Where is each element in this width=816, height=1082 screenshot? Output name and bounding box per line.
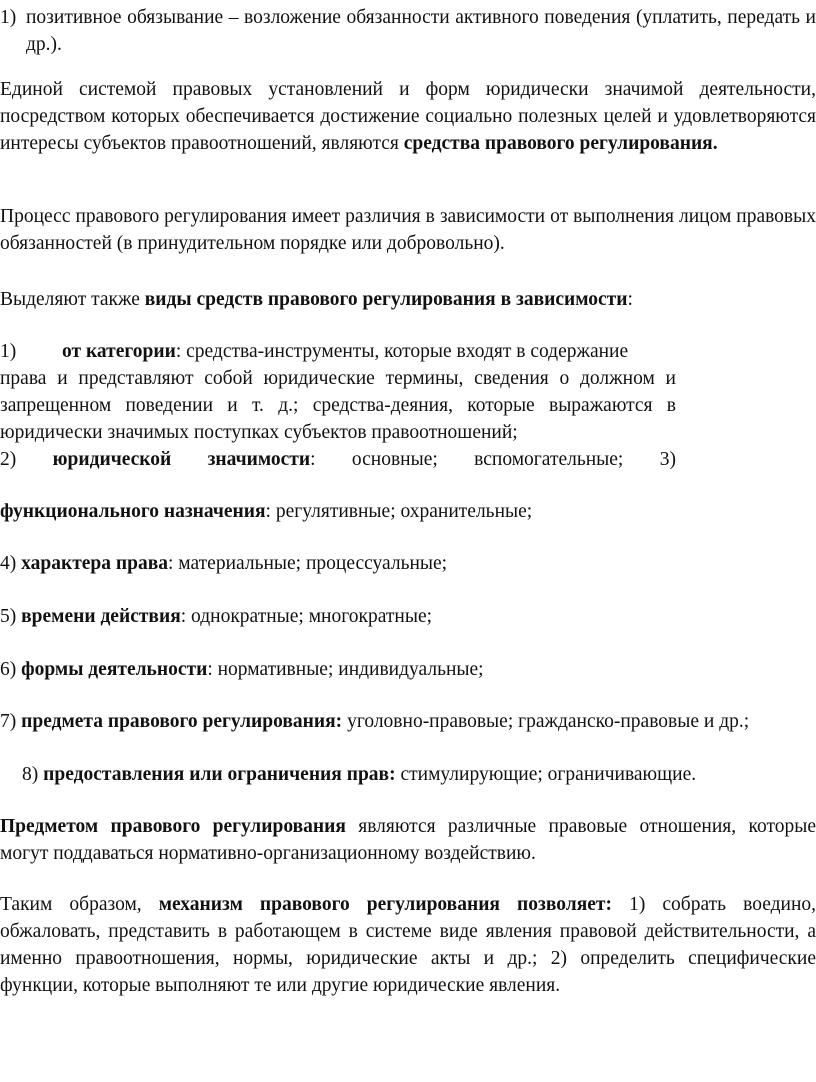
list-number: 4) bbox=[0, 553, 17, 574]
list-text: позитивное обязывание – возложение обязанности активного поведения (уплатить, передать и др.). bbox=[26, 7, 816, 55]
list-number: 2) bbox=[0, 449, 17, 470]
bold-term: времени действия bbox=[21, 606, 181, 627]
types-item-5: 5) времени действия: однократные; многократные; bbox=[0, 606, 433, 627]
bold-term: юридической bbox=[52, 449, 172, 470]
bold-term: виды средств правового регулирования в зависимости bbox=[144, 289, 628, 310]
list-text: права и представляют собой юридические термины, сведения о должном и запрещенном поведении и т. д.; средства-деяния, которые выражаются в юридически значимых поступках субъектов правоотношений; bbox=[0, 368, 676, 443]
list-number: 3) bbox=[659, 449, 676, 470]
types-item-2: 2) юридической значимости: основные; вспомогательные; 3) bbox=[0, 446, 676, 473]
list-number: 6) bbox=[0, 659, 17, 680]
bold-term: функционального назначения bbox=[0, 501, 266, 522]
paragraph-means: Единой системой правовых установлений и форм юридически значимой деятельности, посредством которых обеспечивается достижение социально полезных целей и удовлетворяются интересы субъектов правоотношений, являются средства правового регулирования. bbox=[0, 79, 816, 154]
bold-term: механизм правового регулирования позволяет: bbox=[158, 894, 612, 915]
types-item-4: 4) характера права: материальные; процессуальные; bbox=[0, 553, 448, 574]
bold-term: значимости bbox=[207, 449, 311, 470]
types-item-3: функционального назначения: регулятивные; охранительные; bbox=[0, 501, 533, 522]
list-number: 1) bbox=[0, 341, 17, 362]
paragraph-process: Процесс правового регулирования имеет различия в зависимости от выполнения лицом правовых обязанностей (в принудительном порядке или добровольно). bbox=[0, 206, 816, 254]
bold-term: средства правового регулирования. bbox=[403, 133, 718, 154]
list-number: 8) bbox=[22, 764, 39, 785]
bold-term: предмета правового регулирования: bbox=[21, 711, 343, 732]
bold-term: предоставления или ограничения прав: bbox=[43, 764, 396, 785]
types-item-8: 8) предоставления или ограничения прав: стимулирующие; ограничивающие. bbox=[22, 764, 697, 785]
bold-term: характера права bbox=[21, 553, 169, 574]
list-item-1 bbox=[0, 4, 816, 58]
paragraph-mechanism: Таким образом, механизм правового регулирования позволяет: 1) собрать воедино, обжаловать, представить в работающем в системе виде явления правовой действительности, а именно правоотношения, нормы, юридические акты и др.; 2) определить специфические функции, которые выполняют те или другие юридические явления. bbox=[0, 894, 816, 996]
bold-term: Предметом правового регулирования bbox=[0, 816, 346, 837]
list-number: 7) bbox=[0, 711, 17, 732]
list-number: 5) bbox=[0, 606, 17, 627]
bold-term: формы деятельности bbox=[21, 659, 208, 680]
paragraph-types: Выделяют также виды средств правового регулирования в зависимости: bbox=[0, 289, 633, 310]
types-item-7: 7) предмета правового регулирования: уголовно-правовые; гражданско-правовые и др.; bbox=[0, 711, 750, 732]
paragraph-subject: Предметом правового регулирования являются различные правовые отношения, которые могут поддаваться нормативно-организационному воздействию. bbox=[0, 816, 816, 864]
list-number: 1) bbox=[0, 7, 17, 28]
bold-term: от категории bbox=[62, 341, 176, 362]
types-item-6: 6) формы деятельности: нормативные; индивидуальные; bbox=[0, 659, 484, 680]
types-item-1: 1) от категории: средства-инструменты, которые входят в содержание права и представляют собой юридические термины, сведения о должном и запрещенном поведении и т. д.; средства-деяния, которые выражаются в юридически значимых поступках субъектов правоотношений; bbox=[0, 338, 676, 446]
